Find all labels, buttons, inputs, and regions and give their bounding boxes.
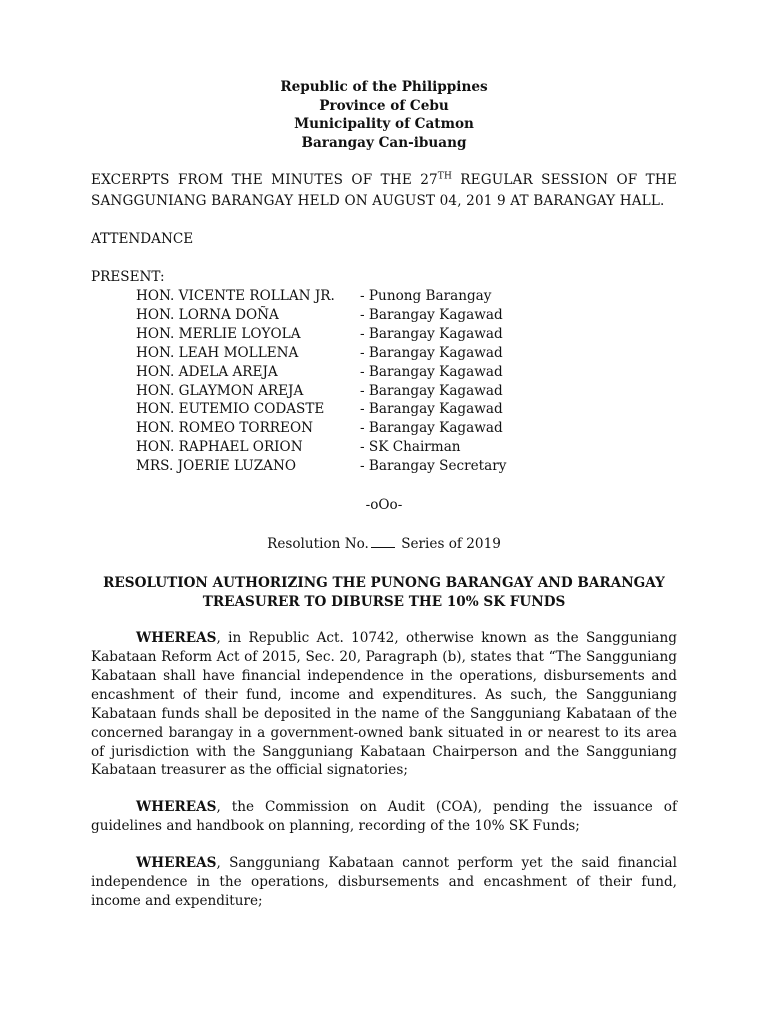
excerpt-text-start: EXCERPTS FROM THE MINUTES OF THE 27	[91, 172, 438, 188]
roster-row	[136, 287, 677, 306]
roster-row	[136, 382, 677, 401]
whereas-clause	[91, 798, 677, 836]
header-municipality: Municipality of Catmon	[294, 116, 474, 132]
roster-row	[136, 457, 677, 476]
whereas-keyword: WHEREAS	[136, 630, 217, 647]
whereas-text: , Sangguniang Kabataan cannot perform yet the said financial independence in the operations, disbursements and encashment of their fund, income and expenditure;	[91, 855, 677, 909]
member-name: HON. ROMEO TORREON	[136, 420, 313, 437]
resolution-title-line: RESOLUTION AUTHORIZING THE PUNONG BARANGAY AND BARANGAY	[103, 575, 665, 592]
member-position: - Barangay Kagawad	[360, 325, 503, 342]
member-position: - Barangay Kagawad	[360, 363, 503, 380]
document-header	[91, 78, 677, 152]
roster-row	[136, 419, 677, 438]
whereas-keyword: WHEREAS	[136, 799, 217, 816]
resolution-title	[91, 574, 677, 611]
excerpt-heading	[91, 170, 677, 212]
member-name: HON. VICENTE ROLLAN JR.	[136, 288, 335, 304]
section-separator: -oOo-	[365, 497, 403, 514]
member-name: MRS. JOERIE LUZANO	[136, 458, 297, 475]
header-province: Province of Cebu	[319, 97, 449, 114]
header-barangay: Barangay Can-ibuang	[301, 134, 467, 151]
header-country: Republic of the Philippines	[280, 79, 488, 95]
attendance-label: ATTENDANCE	[91, 231, 194, 247]
resolution-number	[91, 535, 677, 554]
member-name: HON. EUTEMIO CODASTE	[136, 401, 325, 418]
resolution-title-line: TREASURER TO DIBURSE THE 10% SK FUNDS	[202, 593, 566, 610]
member-position: - Barangay Kagawad	[360, 344, 503, 361]
ordinal-suffix: TH	[437, 171, 452, 182]
present-label: PRESENT:	[91, 269, 165, 285]
excerpt-text-end: REGULAR SESSION OF THE SANGGUNIANG BARANGAY HELD ON AUGUST 04, 201 9 AT BARANGAY HALL.	[91, 172, 677, 209]
roster-row	[136, 438, 677, 457]
resolution-series: Series of 2019	[401, 536, 501, 553]
member-name: HON. LEAH MOLLENA	[136, 344, 299, 361]
member-name: HON. LORNA DOÑA	[136, 306, 279, 323]
resolution-number-blank	[371, 535, 395, 548]
member-position: - Barangay Kagawad	[360, 382, 503, 399]
roster-row	[136, 400, 677, 419]
whereas-text: , the Commission on Audit (COA), pending the issuance of guidelines and handbook on planning, recording of the 10% SK Funds;	[91, 799, 677, 835]
roster-row	[136, 363, 677, 382]
member-name: HON. RAPHAEL ORION	[136, 439, 303, 456]
roster-row	[136, 325, 677, 344]
member-name: HON. ADELA AREJA	[136, 363, 278, 380]
whereas-text: , in Republic Act. 10742, otherwise known as the Sangguniang Kabataan Reform Act of 2015, Sec. 20, Paragraph (b), states that “The Sangguniang Kabataan shall have financial independence in the operations, disbursements and encashment of their fund, income and expenditures. As such, the Sangguniang Kabataan funds shall be deposited in the name of the Sangguniang Kabataan of the concerned barangay in a government-owned bank situated in or nearest to its area of jurisdiction with the Sangguniang Kabataan Chairperson and the Sangguniang Kabataan treasurer as the official signatories;	[91, 630, 677, 779]
roster-row	[136, 306, 677, 325]
roster-row	[136, 344, 677, 363]
whereas-keyword: WHEREAS	[136, 855, 217, 872]
whereas-clause	[91, 629, 677, 780]
member-position: - Barangay Kagawad	[360, 401, 503, 418]
resolution-number-prefix: Resolution No.	[267, 536, 369, 553]
member-position: - Barangay Kagawad	[360, 420, 503, 437]
member-name: HON. GLAYMON AREJA	[136, 382, 304, 399]
member-position: - Barangay Kagawad	[360, 306, 503, 323]
member-position: - SK Chairman	[360, 439, 461, 456]
member-name: HON. MERLIE LOYOLA	[136, 325, 301, 342]
attendance-roster	[136, 287, 677, 476]
member-position: - Punong Barangay	[360, 288, 492, 304]
whereas-clause	[91, 854, 677, 911]
member-position: - Barangay Secretary	[360, 458, 507, 475]
